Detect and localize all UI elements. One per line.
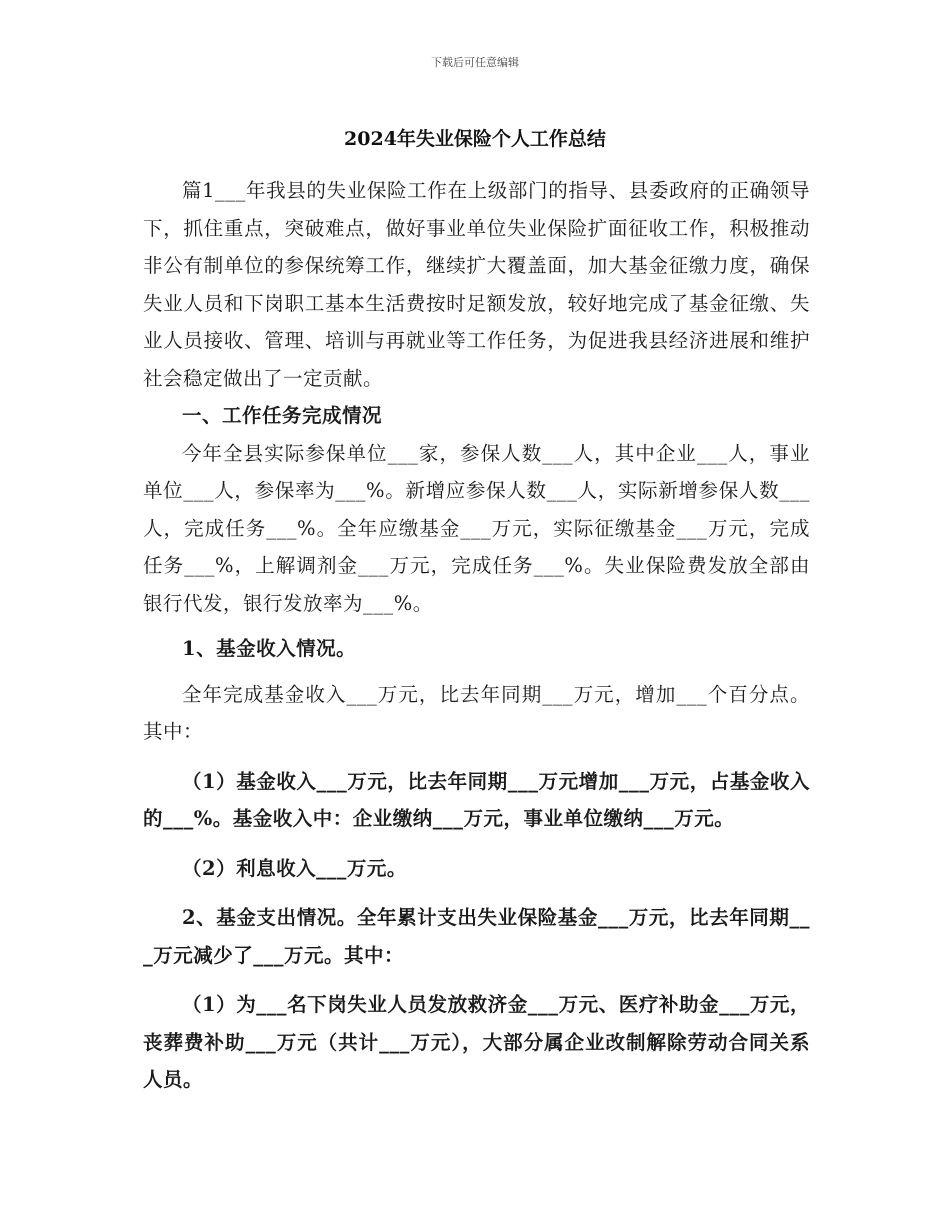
income-item-1: （1）基金收入___万元，比去年同期___万元增加___万元，占基金收入的___%。基金收入中：企业缴纳___万元，事业单位缴纳___万元。 — [143, 769, 810, 830]
income-paragraph: 全年完成基金收入___万元，比去年同期___万元，增加___个百分点。其中： — [143, 682, 810, 743]
income-item-2: （2）利息收入___万元。 — [182, 856, 407, 880]
document-body — [143, 172, 810, 1099]
subsection-heading-income: 1、基金收入情况。 — [182, 637, 357, 660]
expense-item-1: （1）为___名下岗失业人员发放救济金___万元、医疗补助金___万元，丧葬费补助___万元（共计___万元），大部分属企业改制解除劳动合同关系人员。 — [143, 993, 810, 1091]
header-note: 下载后可任意编辑 — [431, 56, 519, 69]
document-title: 2024年失业保险个人工作总结 — [344, 128, 606, 150]
section-heading-1: 一、工作任务完成情况 — [182, 404, 383, 427]
expense-paragraph: 2、基金支出情况。全年累计支出失业保险基金___万元，比去年同期___万元减少了___万元。其中： — [143, 906, 810, 967]
section-1-paragraph: 今年全县实际参保单位___家，参保人数___人，其中企业___人，事业单位___人，参保率为___%。新增应参保人数___人，实际新增参保人数___人，完成任务___%。全年应缴基金___万元，实际征缴基金___万元，完成任务___%，上解调剂金___万元，完成任务___%。失业保险费发放全部由银行代发，银行发放率为___%。 — [143, 441, 810, 615]
intro-paragraph: 篇1___年我县的失业保险工作在上级部门的指导、县委政府的正确领导下，抓住重点，突破难点，做好事业单位失业保险扩面征收工作，积极推动非公有制单位的参保统筹工作，继续扩大覆盖面，加大基金征缴力度，确保失业人员和下岗职工基本生活费按时足额发放，较好地完成了基金征缴、失业人员接收、管理、培训与再就业等工作任务，为促进我县经济进展和维护社会稳定做出了一定贡献。 — [143, 179, 810, 390]
